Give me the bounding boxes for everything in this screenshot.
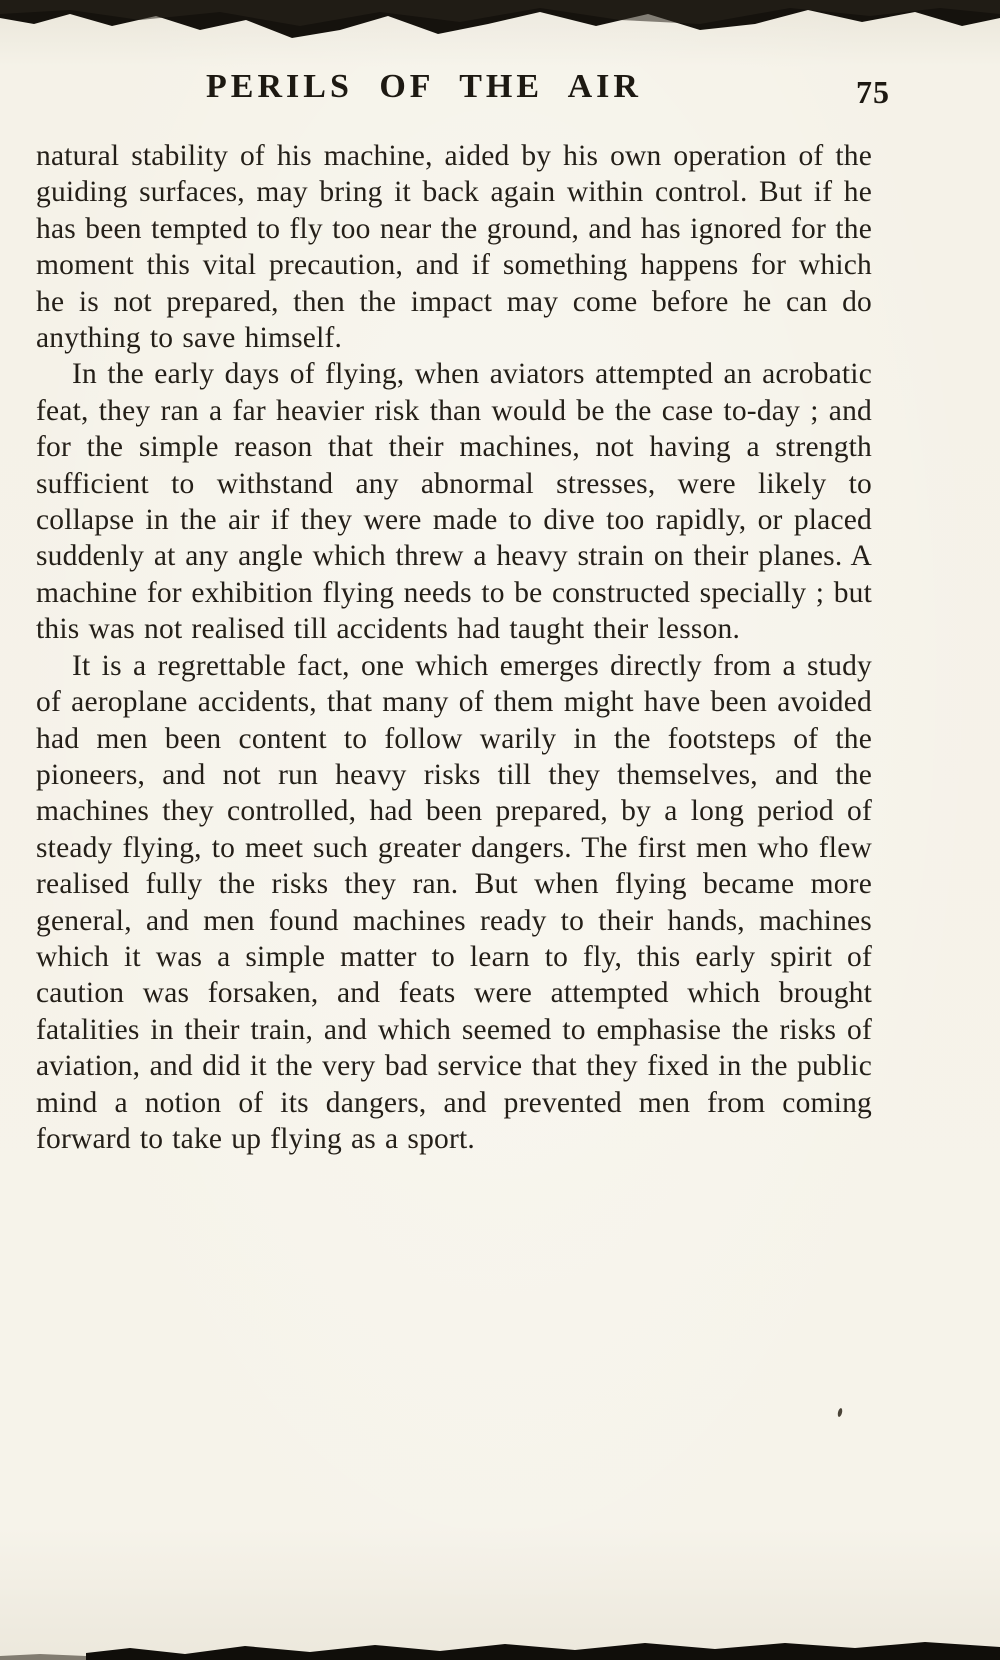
page-title: PERILS OF THE AIR [206, 68, 642, 105]
paragraph: It is a regrettable fact, one which emerges directly from a study of aeroplane accidents, that many of them might have been avoided had men been content to follow warily in the footsteps of the pioneers, and not run heavy risks till they themselves, and the machines they controlled, had been prepared, by a long period of steady flying, to meet such greater dangers. The first men who flew realised fully the risks they ran. But when flying became more general, and men found machines ready to their hands, machines which it was a simple matter to learn to fly, this early spirit of caution was forsaken, and feats were attempted which brought fatalities in their train, and which seemed to emphasise the risks of aviation, and did it the very bad service that they fixed in the public mind a notion of its dangers, and prevented men from coming forward to take up flying as a sport. [36, 649, 872, 1155]
scan-speck [837, 1408, 843, 1418]
paragraph: In the early days of flying, when aviators attempted an acrobatic feat, they ran a far heavier risk than would be the case to-day ; and for the simple reason that their machines, not having a strength sufficient to withstand any abnormal stresses, were likely to collapse in the air if they were made to dive too rapidly, or placed suddenly at any angle which threw a heavy strain on their planes. A machine for exhibition flying needs to be constructed specially ; but this was not realised till accidents had taught their lesson. [36, 358, 872, 646]
scan-artifact-top-edge [0, 0, 1000, 48]
page-header [36, 68, 890, 130]
page-content [36, 68, 890, 1157]
scan-artifact-bottom-edge [0, 1638, 1000, 1660]
paragraph: natural stability of his machine, aided by his own operation of the guiding surfaces, may bring it back again within control. But if he has been tempted to fly too near the ground, and has ignored for the moment this vital precaution, and if something happens for which he is not prepared, then the impact may come before he can do anything to save himself. [36, 140, 872, 355]
page-number: 75 [856, 74, 890, 110]
body-text [36, 138, 872, 1157]
